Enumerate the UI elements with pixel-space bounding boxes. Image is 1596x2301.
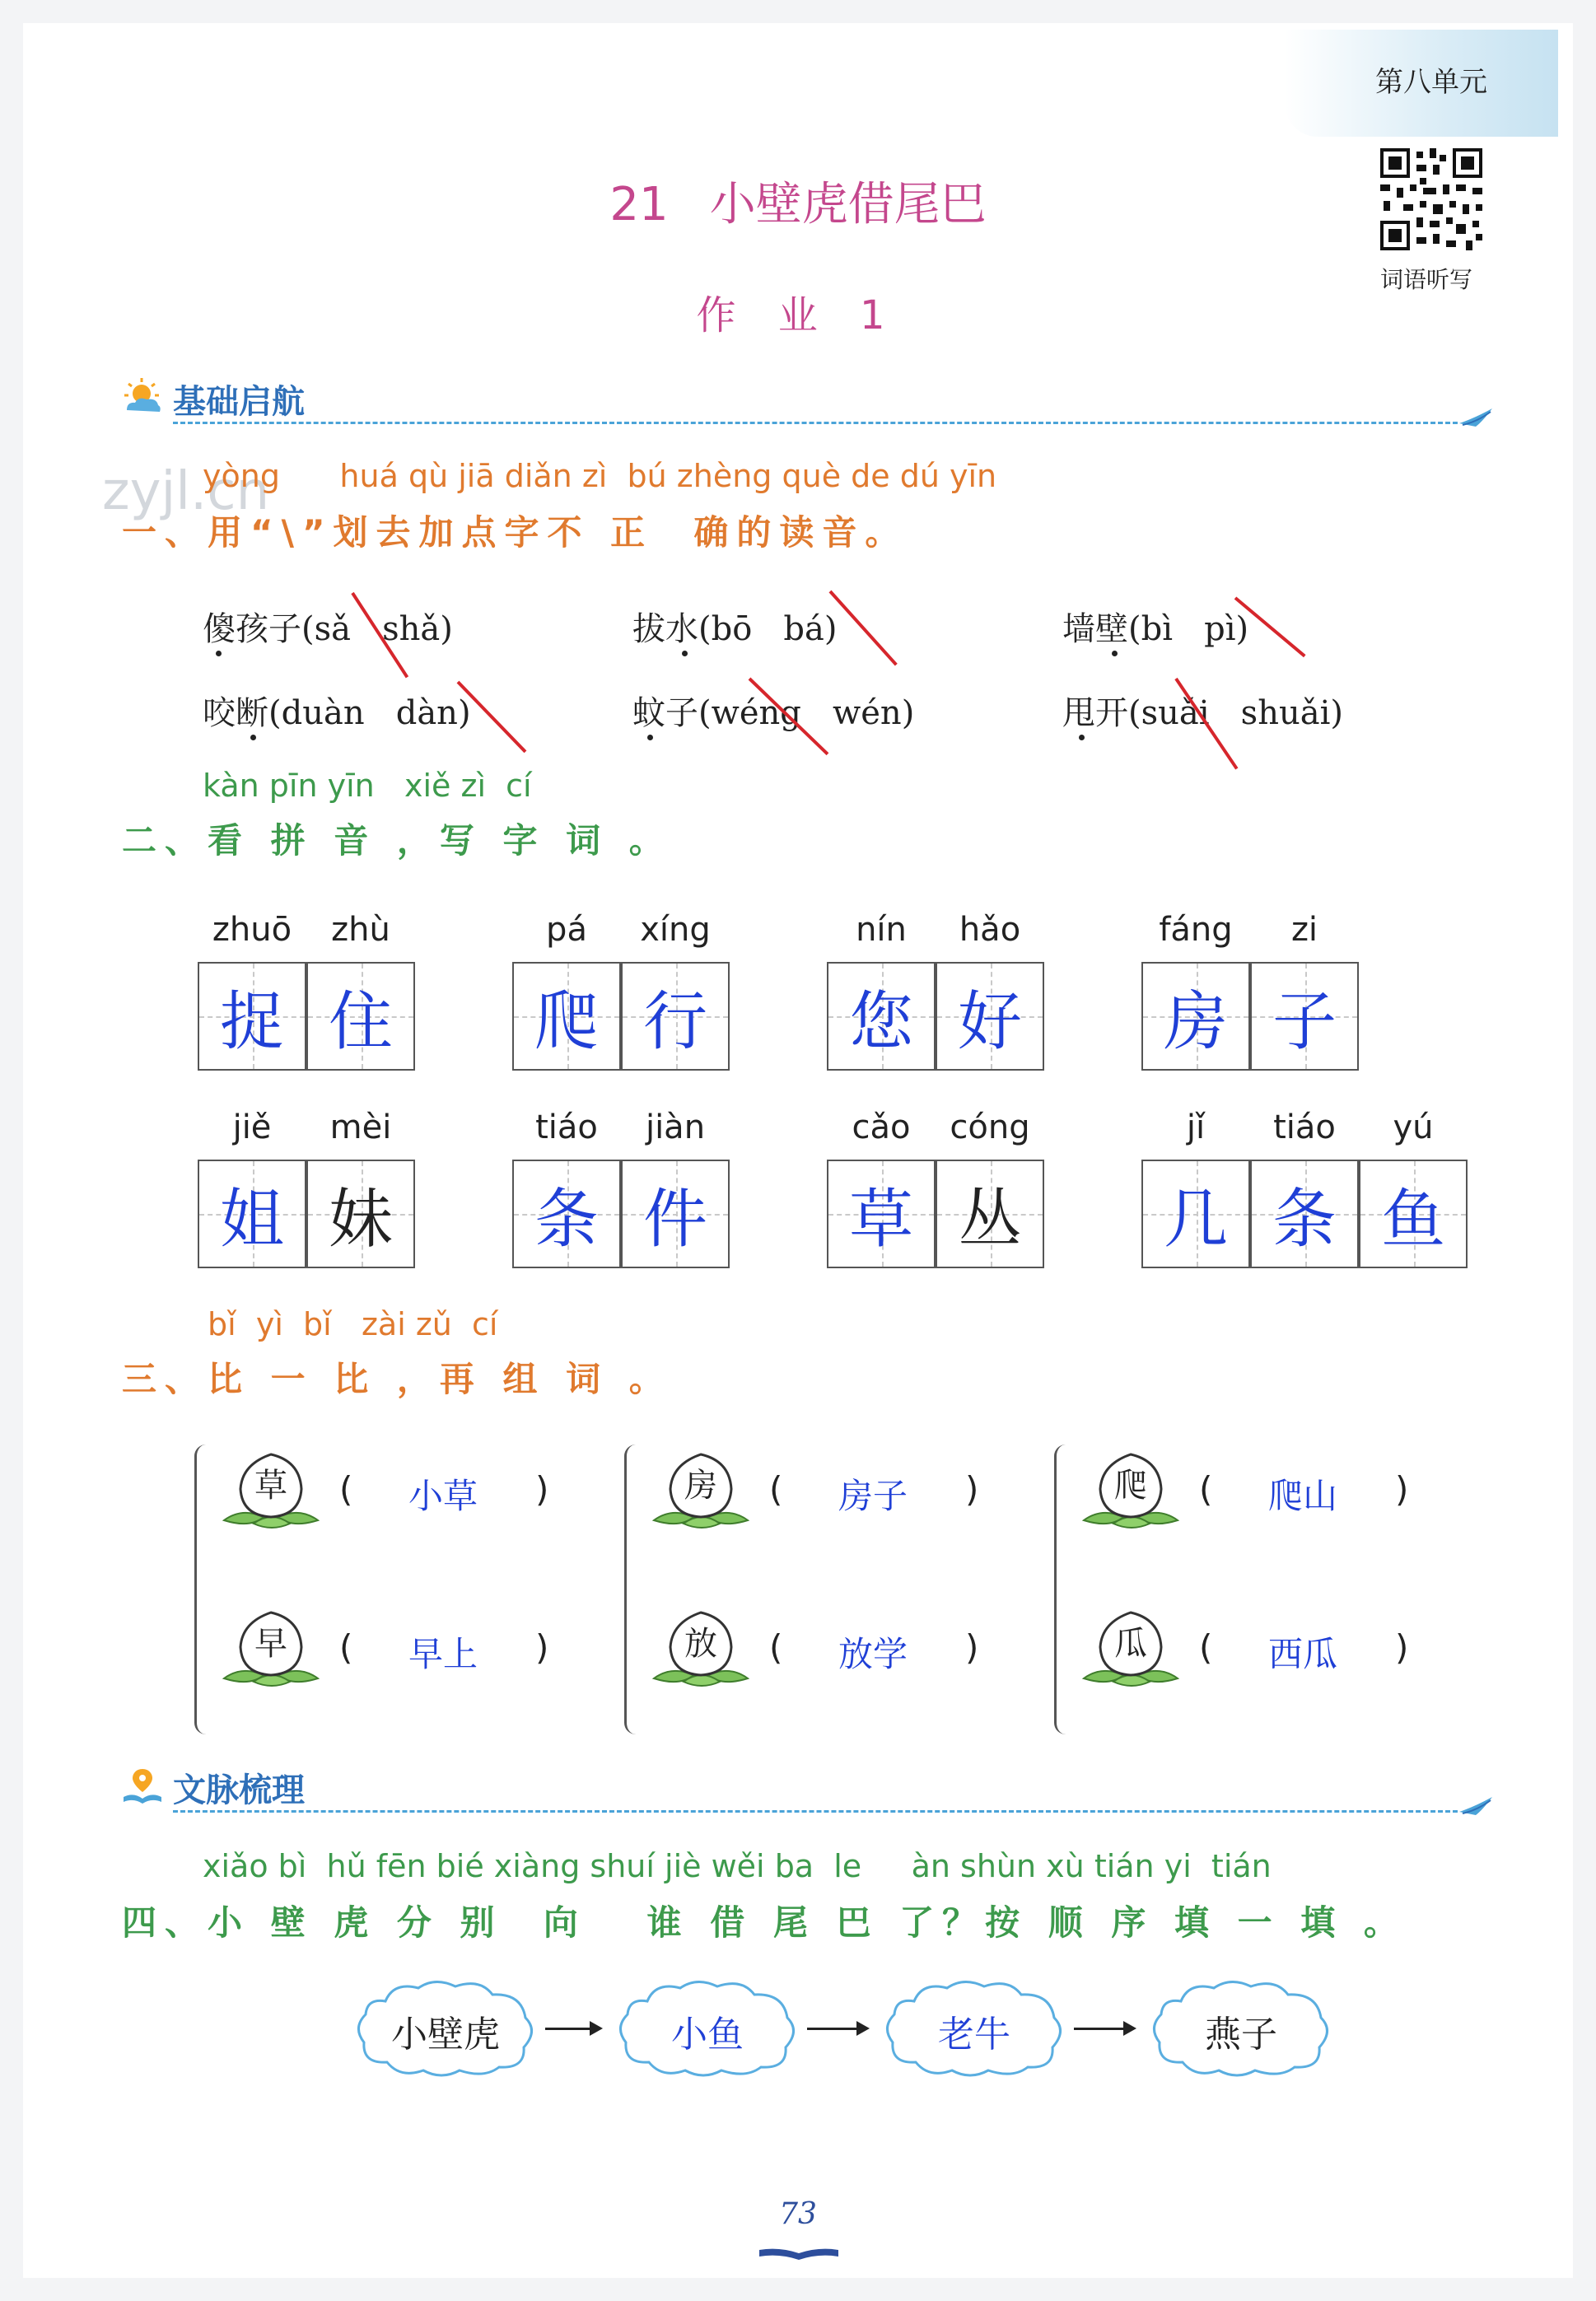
cloud-label: 小鱼 — [671, 2014, 744, 2056]
written-char: 您 — [848, 985, 913, 1059]
q2-title: 二、看 拼 音 ，写 字 词 。 — [122, 820, 672, 861]
emphasis-dot — [216, 651, 222, 656]
written-char: 姐 — [219, 1183, 284, 1257]
peach-char: 放 — [684, 1625, 717, 1663]
pinyin-label: yú — [1393, 1108, 1434, 1146]
arrow-right-icon — [545, 2028, 600, 2030]
emphasis-dot — [250, 735, 256, 740]
paren-open: ( — [339, 1627, 353, 1668]
paren-open: ( — [1199, 1627, 1213, 1668]
q2-pinyin: kàn pīn yīn xiě zì cí — [203, 768, 532, 804]
brace — [194, 1445, 212, 1734]
q1-item: 甩开(suǎi shuǎi) — [1062, 694, 1343, 732]
pinyin-label: fáng — [1159, 911, 1233, 949]
paren-close: ) — [1395, 1627, 1409, 1668]
written-char: 住 — [328, 985, 393, 1059]
watermark: zyjl.cn — [102, 461, 270, 522]
written-char: 房 — [1163, 985, 1228, 1059]
peach-char: 瓜 — [1114, 1625, 1147, 1663]
lesson-number: 21 — [609, 178, 669, 231]
written-char: 好 — [957, 985, 1022, 1059]
writing-cell[interactable] — [936, 962, 1044, 1071]
section-basic-heading: 基础启航 — [173, 383, 305, 421]
lesson-name: 小壁虎借尾巴 — [709, 178, 987, 231]
writing-cell[interactable] — [827, 1160, 936, 1268]
paren-close: ) — [535, 1627, 549, 1668]
writing-cell[interactable] — [512, 1160, 621, 1268]
emphasis-dot — [682, 651, 688, 656]
writing-cell[interactable] — [1359, 1160, 1468, 1268]
book-footer-icon — [758, 2247, 840, 2260]
homework-title: 作 业 1 — [696, 292, 900, 338]
pinyin-label: nín — [856, 911, 907, 949]
paren-open: ( — [769, 1627, 783, 1668]
written-char: 行 — [642, 985, 707, 1059]
pinyin-label: zi — [1290, 911, 1318, 949]
writing-cell[interactable] — [1141, 1160, 1250, 1268]
written-char: 草 — [848, 1183, 913, 1257]
writing-cell[interactable] — [1250, 1160, 1359, 1268]
answer-text[interactable]: 放学 — [838, 1634, 908, 1674]
written-char: 妹 — [328, 1183, 393, 1257]
pinyin-label: mèi — [329, 1108, 392, 1146]
written-char: 丛 — [957, 1183, 1022, 1257]
answer-text[interactable]: 小草 — [408, 1476, 478, 1516]
arrow-right-icon — [1074, 2028, 1133, 2030]
writing-cell[interactable] — [512, 962, 621, 1071]
pinyin-label: pá — [546, 911, 587, 949]
written-char: 条 — [534, 1183, 599, 1257]
q1-item: 咬断(duàn dàn) — [203, 694, 471, 732]
writing-cell[interactable] — [198, 962, 306, 1071]
q3-pinyin: bǐ yì bǐ zài zǔ cí — [208, 1306, 498, 1342]
writing-cell[interactable] — [198, 1160, 306, 1268]
emphasis-dot — [647, 735, 653, 740]
cloud-label: 燕子 — [1205, 2014, 1277, 2056]
paper-plane-icon — [1458, 1792, 1494, 1817]
written-char: 捉 — [219, 985, 284, 1059]
writing-cell[interactable] — [827, 962, 936, 1071]
section-context-heading: 文脉梳理 — [173, 1771, 305, 1809]
pinyin-label: jiàn — [645, 1108, 706, 1146]
pinyin-label: tiáo — [535, 1108, 598, 1146]
written-char: 爬 — [534, 985, 599, 1059]
pinyin-label: jiě — [232, 1108, 272, 1146]
writing-cell[interactable] — [1250, 962, 1359, 1071]
arrow-right-icon — [807, 2028, 866, 2030]
pinyin-label: tiáo — [1273, 1108, 1336, 1146]
paren-open: ( — [1199, 1469, 1213, 1510]
written-char: 条 — [1272, 1183, 1337, 1257]
answer-text[interactable]: 爬山 — [1268, 1476, 1338, 1516]
pinyin-label: cóng — [950, 1108, 1030, 1146]
brace — [624, 1445, 642, 1734]
written-char: 件 — [642, 1183, 707, 1257]
writing-cell[interactable] — [306, 1160, 415, 1268]
paper-plane-icon — [1458, 404, 1494, 428]
written-char: 子 — [1272, 985, 1337, 1059]
pinyin-label: cǎo — [852, 1108, 911, 1146]
section-divider — [173, 1810, 1458, 1813]
cloud-label: 老牛 — [938, 2014, 1010, 2056]
pinyin-label: zhuō — [212, 911, 292, 949]
sun-cloud-icon — [122, 377, 163, 415]
q1-item: 蚊子(wéng wén) — [632, 694, 915, 732]
q1-pinyin: yòng huá qù jiā diǎn zì bú zhèng què de dú yīn — [203, 458, 997, 494]
peach-char: 早 — [254, 1625, 287, 1663]
writing-cell[interactable] — [621, 962, 730, 1071]
unit-label: 第八单元 — [1375, 66, 1487, 99]
emphasis-dot — [1112, 651, 1118, 656]
page-number: 73 — [779, 2197, 817, 2231]
paren-close: ) — [965, 1469, 979, 1510]
q4-pinyin: xiǎo bì hǔ fēn bié xiàng shuí jiè wěi ba le àn shùn xù tián yi tián — [203, 1848, 1272, 1884]
q1-title: 一、用“\”划去加点字不 正 确的读音。 — [122, 512, 908, 553]
paren-open: ( — [769, 1469, 783, 1510]
paren-close: ) — [535, 1469, 549, 1510]
answer-text[interactable]: 早上 — [408, 1634, 478, 1674]
peach-char: 爬 — [1114, 1467, 1147, 1505]
q4-title: 四、小 壁 虎 分 别 向 谁 借 尾 巴 了？按 顺 序 填 一 填 。 — [122, 1902, 1407, 1943]
book-pin-icon — [122, 1767, 163, 1805]
written-char: 鱼 — [1380, 1183, 1445, 1257]
brace — [1054, 1445, 1071, 1734]
q3-title: 三、比 一 比 ，再 组 词 。 — [122, 1359, 672, 1399]
answer-text[interactable]: 房子 — [838, 1476, 908, 1516]
written-char: 几 — [1163, 1183, 1228, 1257]
emphasis-dot — [1079, 735, 1085, 740]
peach-char: 房 — [684, 1467, 717, 1505]
pinyin-label: jǐ — [1186, 1108, 1206, 1146]
section-divider — [173, 422, 1458, 424]
peach-char: 草 — [254, 1467, 287, 1505]
cloud-label: 小壁虎 — [391, 2014, 500, 2056]
paren-open: ( — [339, 1469, 353, 1510]
answer-text[interactable]: 西瓜 — [1268, 1634, 1338, 1674]
pinyin-label: zhù — [331, 911, 390, 949]
q1-item: 拔水(bō bá) — [632, 610, 838, 648]
writing-cell[interactable] — [621, 1160, 730, 1268]
qr-label: 词语听写 — [1380, 266, 1473, 293]
paren-close: ) — [1395, 1469, 1409, 1510]
pinyin-label: xíng — [640, 911, 711, 949]
q1-item: 墙壁(bì pì) — [1062, 610, 1249, 648]
paren-close: ) — [965, 1627, 979, 1668]
writing-cell[interactable] — [1141, 962, 1250, 1071]
writing-cell[interactable] — [306, 962, 415, 1071]
lesson-title — [0, 168, 1596, 234]
pinyin-label: hǎo — [959, 911, 1021, 949]
writing-cell[interactable] — [936, 1160, 1044, 1268]
q1-item: 傻孩子(sǎ shǎ) — [203, 610, 453, 648]
